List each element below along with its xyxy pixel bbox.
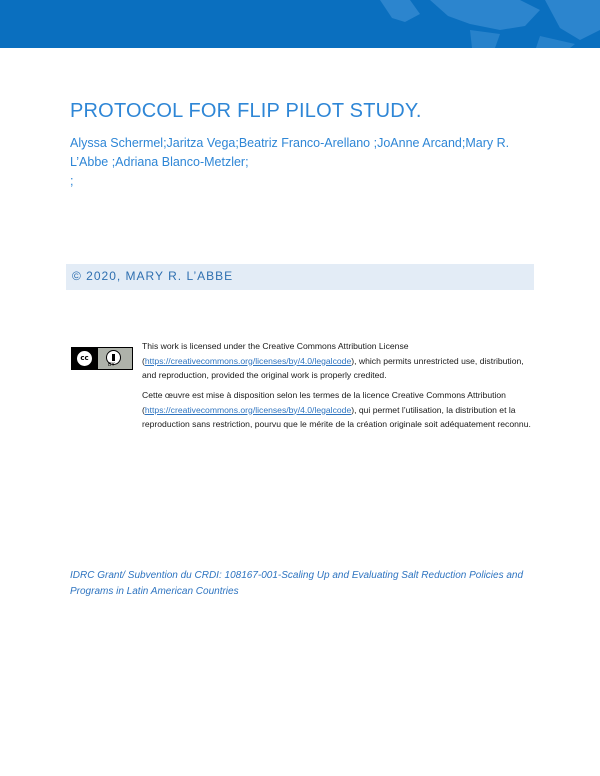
header-banner (0, 0, 600, 48)
cc-badge-left (72, 348, 98, 369)
cc-by-license-badge (71, 347, 133, 370)
license-french (142, 388, 534, 432)
copyright-bar (66, 264, 534, 290)
document-title: PROTOCOL FOR FLIP PILOT STUDY. (70, 100, 422, 122)
grant-info: IDRC Grant/ Subvention du CRDI: 108167-001-Scaling Up and Evaluating Salt Reduction Policies and Programs in Latin American Countries (70, 570, 524, 597)
license-en-text-before: This work is licensed under the Creative Commons Attribution License ( (142, 341, 409, 366)
license-fr-text-after: ), qui permet l’utilisation, la distribution et la reproduction sans restriction, pourvu que le mérite de la création originale soit adéquatement reconnu. (142, 404, 531, 429)
license-en-text-after: ), which permits unrestricted use, distribution, and reproduction, provided the original work is properly credited. (142, 355, 524, 380)
license-english (142, 339, 534, 383)
world-map-graphic (0, 0, 600, 48)
by-label: BY (108, 362, 115, 368)
copyright-text: © 2020, MARY R. L’ABBE (72, 269, 234, 283)
author-list: Alyssa Schermel;Jaritza Vega;Beatriz Franco-Arellano ;JoAnne Arcand;Mary R. L’Abbe ;Adriana Blanco-Metzler; (70, 136, 510, 169)
license-en-link[interactable]: https://creativecommons.org/licenses/by/4.0/legalcode (144, 355, 352, 366)
cc-icon: cc (76, 350, 93, 367)
license-fr-text-before: Cette œuvre est mise à disposition selon les termes de la licence Creative Commons Attribution ( (142, 390, 506, 415)
extra-line: ; (70, 174, 74, 188)
license-fr-link[interactable]: https://creativecommons.org/licenses/by/4.0/legalcode (144, 404, 352, 415)
